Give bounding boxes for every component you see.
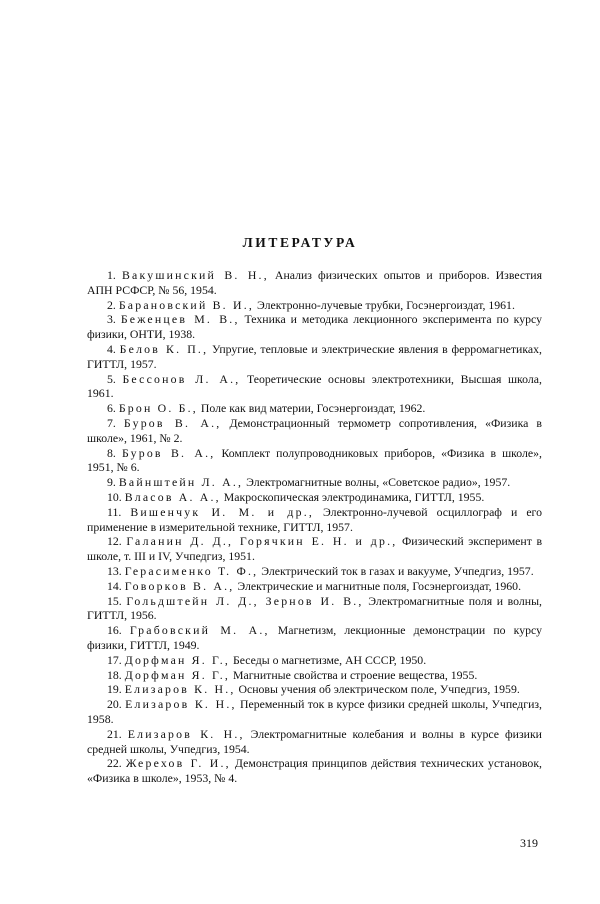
reference-author: Вакушинский В. Н., bbox=[121, 268, 269, 282]
reference-text: Теоретические основы электротехники, Высшая школа, 1961. bbox=[87, 371, 542, 401]
page-title: ЛИТЕРАТУРА bbox=[242, 235, 358, 250]
reference-item bbox=[87, 372, 542, 402]
reference-number: 12. bbox=[107, 534, 122, 549]
reference-text: Электромагнитные волны, «Советское радио», 1957. bbox=[243, 475, 511, 490]
reference-number: 11. bbox=[107, 504, 122, 519]
reference-author: Говорков В. А., bbox=[124, 578, 235, 593]
reference-number: 17. bbox=[107, 652, 122, 667]
reference-number: 1. bbox=[107, 268, 116, 282]
reference-item bbox=[87, 312, 542, 342]
reference-number: 8. bbox=[107, 445, 116, 460]
reference-text: Демонстрация принципов действия технических установок, «Физика в школе», 1953, № 4. bbox=[87, 756, 542, 786]
reference-text: Электронно-лучевой осциллограф и его применение в измерительной технике, ГИТТЛ, 1957. bbox=[87, 504, 542, 534]
reference-text: Электрические и магнитные поля, Госэнергоиздат, 1960. bbox=[234, 578, 522, 593]
reference-author: Власов А. А., bbox=[124, 489, 221, 504]
reference-number: 2. bbox=[107, 297, 116, 312]
reference-item bbox=[87, 401, 542, 416]
reference-item bbox=[87, 534, 542, 564]
reference-text: Магнетизм, лекционные демонстрации по курсу физики, ГИТТЛ, 1949. bbox=[87, 623, 543, 652]
reference-author: Брон О. Б., bbox=[118, 401, 198, 416]
reference-text: Поле как вид материи, Госэнергоиздат, 1962. bbox=[197, 401, 426, 416]
reference-author: Галанин Д. Д., Горячкин Е. Н. и др., bbox=[126, 534, 398, 549]
reference-text: Комплект полупроводниковых приборов, «Физика в школе», 1951, № 6. bbox=[87, 445, 543, 475]
reference-item bbox=[87, 564, 542, 579]
reference-item bbox=[87, 653, 542, 668]
reference-number: 14. bbox=[107, 578, 122, 593]
reference-list bbox=[87, 268, 542, 786]
reference-item bbox=[87, 505, 542, 535]
reference-number: 20. bbox=[107, 697, 122, 712]
reference-text: Магнитные свойства и строение вещества, 1955. bbox=[230, 667, 478, 682]
reference-number: 6. bbox=[107, 401, 116, 416]
reference-text: Электромагнитные поля и волны, ГИТТЛ, 1956. bbox=[87, 593, 542, 623]
reference-author: Елизаров К. Н., bbox=[125, 697, 237, 712]
reference-text: Анализ физических опытов и приборов. Известия АПН РСФСР, № 56, 1954. bbox=[87, 268, 542, 297]
reference-text: Электронно-лучевые трубки, Госэнергоиздат, 1961. bbox=[254, 297, 515, 312]
reference-item bbox=[87, 490, 542, 505]
reference-item bbox=[87, 416, 542, 446]
reference-item bbox=[87, 268, 542, 298]
reference-number: 18. bbox=[107, 667, 122, 682]
reference-item bbox=[87, 475, 542, 490]
reference-text: Упругие, тепловые и электрические явления в ферромагнетиках, ГИТТЛ, 1957. bbox=[87, 341, 542, 371]
reference-item bbox=[87, 682, 542, 697]
reference-author: Жерехов Г. И., bbox=[125, 756, 231, 771]
reference-text: Переменный ток в курсе физики средней школы, Учпедгиз, 1958. bbox=[87, 697, 543, 726]
reference-text: Макроскопическая электродинамика, ГИТТЛ, 1955. bbox=[220, 489, 485, 504]
reference-item bbox=[87, 342, 542, 372]
reference-author: Вайнштейн Л. А., bbox=[118, 475, 244, 490]
reference-number: 19. bbox=[107, 682, 122, 697]
reference-number: 22. bbox=[107, 756, 122, 771]
reference-number: 10. bbox=[107, 489, 122, 504]
reference-number: 9. bbox=[107, 475, 116, 490]
reference-text: Электромагнитные колебания и волны в курсе физики средней школы, Учпедгиз, 1954. bbox=[87, 726, 542, 756]
reference-item bbox=[87, 446, 542, 476]
page-number: 319 bbox=[520, 836, 538, 850]
reference-item bbox=[87, 594, 542, 624]
reference-author: Грабовский М. А., bbox=[129, 623, 270, 638]
reference-author: Барановский В. И., bbox=[118, 297, 254, 312]
reference-number: 4. bbox=[107, 341, 116, 356]
reference-number: 21. bbox=[107, 726, 122, 741]
reference-number: 7. bbox=[107, 415, 116, 430]
reference-author: Буров В. А., bbox=[123, 415, 222, 430]
reference-number: 5. bbox=[107, 371, 116, 386]
reference-text: Электрический ток в газах и вакууме, Учпедгиз, 1957. bbox=[258, 563, 534, 578]
reference-author: Вишенчук И. М. и др., bbox=[130, 504, 315, 519]
reference-number: 13. bbox=[107, 563, 122, 578]
reference-text: Беседы о магнетизме, АН СССР, 1950. bbox=[230, 652, 427, 667]
reference-text: Основы учения об электрическом поле, Учпедгиз, 1959. bbox=[235, 682, 520, 697]
reference-item bbox=[87, 697, 542, 727]
reference-author: Елизаров К. Н., bbox=[124, 682, 236, 697]
reference-author: Буров В. А., bbox=[121, 445, 216, 460]
reference-item bbox=[87, 623, 542, 653]
reference-author: Елизаров К. Н., bbox=[127, 726, 245, 741]
reference-item bbox=[87, 668, 542, 683]
reference-text: Физический эксперимент в школе, т. III и IV, Учпедгиз, 1951. bbox=[87, 534, 543, 564]
reference-author: Дорфман Я. Г., bbox=[124, 667, 231, 682]
reference-item bbox=[87, 579, 542, 594]
reference-number: 3. bbox=[107, 312, 116, 327]
reference-author: Беженцев М. В., bbox=[120, 312, 240, 327]
reference-number: 16. bbox=[107, 623, 122, 638]
reference-item bbox=[87, 298, 542, 313]
reference-item bbox=[87, 727, 542, 757]
reference-author: Герасименко Т. Ф., bbox=[124, 563, 259, 578]
reference-number: 15. bbox=[107, 593, 122, 608]
reference-text: Демонстрационный термометр сопротивления, «Физика в школе», 1961, № 2. bbox=[87, 415, 542, 445]
reference-author: Гольдштейн Л. Д., Зернов И. В., bbox=[126, 593, 364, 608]
reference-item bbox=[87, 756, 542, 786]
reference-author: Бессонов Л. А., bbox=[122, 371, 241, 386]
reference-text: Техника и методика лекционного эксперимента по курсу физики, ОНТИ, 1938. bbox=[87, 312, 543, 342]
reference-author: Белов К. П., bbox=[119, 341, 209, 356]
reference-author: Дорфман Я. Г., bbox=[124, 652, 231, 667]
